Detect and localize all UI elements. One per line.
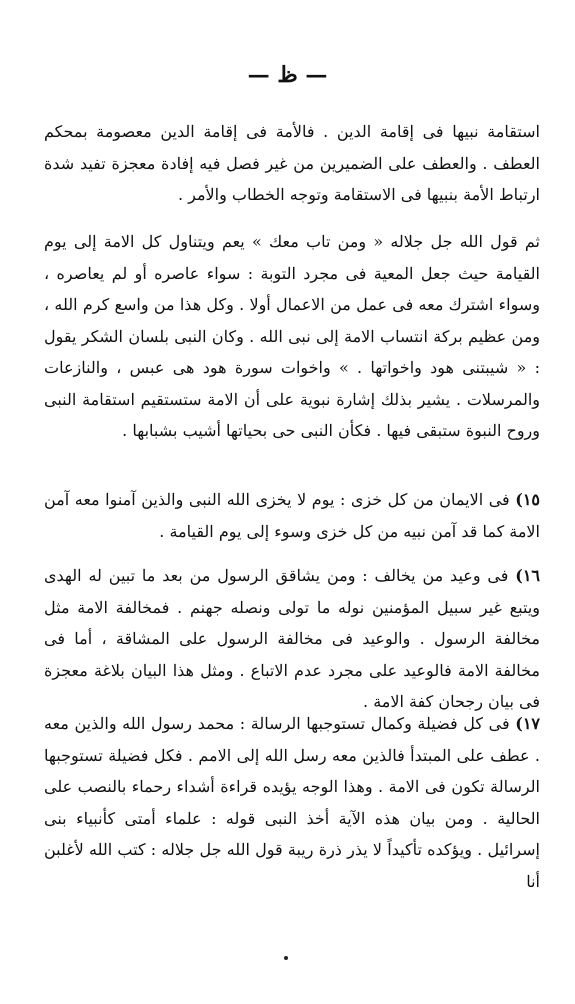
- numbered-item-15: [44, 484, 540, 547]
- item-text: فى الايمان من كل خزى : يوم لا يخزى الله النبى والذين آمنوا معه آمن الامة كما قد آمن نبيه من كل خزى وسوء إلى يوم القيامة .: [44, 490, 540, 541]
- item-text: فى وعيد من يخالف : ومن يشاقق الرسول من بعد ما تبين له الهدى ويتبع غير سبيل المؤمنين نوله ما تولى ونصله جهنم . فمخالفة الامة مثل مخالفة الرسول . والوعيد فى مخالفة الرسول على المشاقة ، أما فى مخالفة الامة فالوعيد على مجرد عدم الاتباع . ومثل هذا البيان بلاغة معجزة فى بيان رجحان كفة الامة .: [44, 566, 540, 711]
- footer-dot-mark: [284, 956, 288, 960]
- item-text: فى كل فضيلة وكمال تستوجبها الرسالة : محمد رسول الله والذين معه . عطف على المبتدأ فالذين معه رسل الله إلى الامم . فكل فضيلة تستوجبها الرسالة تكون فى الامة . وهذا الوجه يؤيده قراءة أشداء رحماء بالنصب على الحالية . ومن بيان هذه الآية أخذ النبى قوله : علماء أمتى كأنبياء بنى إسرائيل . ويؤكده تأكيداً لا يذر ذرة ريبة قول الله جل جلاله : كتب الله لأغلبن أنا: [44, 714, 541, 891]
- item-number: ١٦): [515, 566, 540, 585]
- item-number: ١٥): [515, 490, 540, 509]
- paragraph-text: استقامة نبيها فى إقامة الدين . فالأمة فى إقامة الدين معصومة بمحكم العطف . والعطف على الضميرين من غير فصل فيه إفادة معجزة تفيد شدة ارتباط الأمة بنبيها فى الاستقامة وتوجه الخطاب والأمر .: [44, 122, 540, 204]
- numbered-item-16: [44, 560, 540, 718]
- paragraph-thumma: [44, 226, 540, 447]
- paragraph-intro: [44, 116, 540, 211]
- item-number: ١٧): [515, 714, 540, 733]
- numbered-item-17: [44, 708, 540, 897]
- paragraph-text: ثم قول الله جل جلاله « ومن تاب معك » يعم ويتناول كل الامة إلى يوم القيامة حيث جعل المعية فى مجرد التوبة : سواء عاصره أو لم يعاصره ، وسواء اشترك معه فى عمل من الاعمال أولا . وكل هذا من واسع كرم الله ، ومن عظيم بركة انتساب الامة إلى نبى الله . وكان النبى بلسان الشكر يقول : « شيبتنى هود واخواتها . » واخوات سورة هود هى عبس ، والنازعات والمرسلات . يشير بذلك إشارة نبوية على أن الامة ستستقيم استقامة النبى وروح النبوة ستبقى فيها . فكأن النبى حى بحياتها أشيب بشبابها .: [44, 232, 540, 440]
- page-header: — ظ —: [247, 62, 328, 88]
